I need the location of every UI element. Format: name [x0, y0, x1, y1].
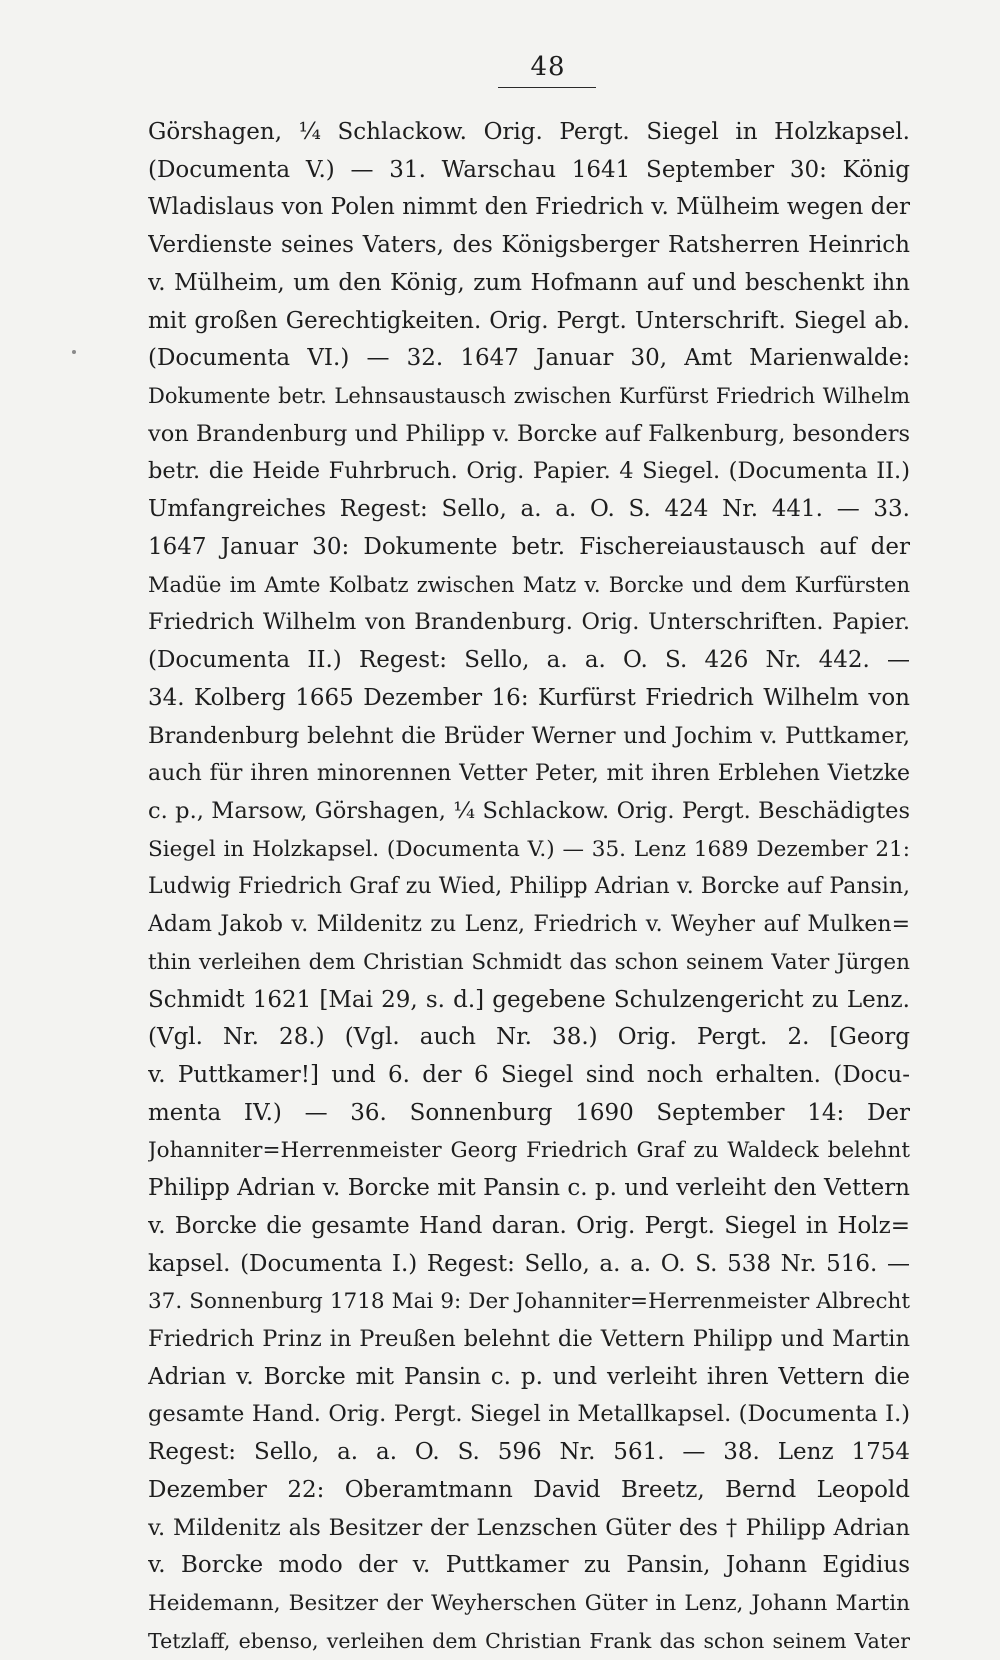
- text-line: Johanniter=Herrenmeister Georg Friedrich Graf zu Waldeck belehnt: [148, 1138, 910, 1164]
- text-line: v. Borcke die gesamte Hand daran. Orig. Pergt. Siegel in Holz=: [148, 1212, 910, 1239]
- text-line: Dezember 22: Oberamtmann David Breetz, Bernd Leopold: [148, 1476, 910, 1503]
- text-line: menta IV.) — 36. Sonnenburg 1690 September 14: Der: [148, 1099, 910, 1126]
- text-line: Friedrich Prinz in Preußen belehnt die Vettern Philipp und Martin: [148, 1326, 910, 1352]
- text-line: kapsel. (Documenta I.) Regest: Sello, a. a. O. S. 538 Nr. 516. —: [148, 1250, 910, 1277]
- text-line: Regest: Sello, a. a. O. S. 596 Nr. 561. — 38. Lenz 1754: [148, 1439, 910, 1466]
- margin-mark: [72, 350, 76, 354]
- page-number: 48: [530, 52, 566, 82]
- text-line: Wladislaus von Polen nimmt den Friedrich v. Mülheim wegen der: [148, 194, 910, 221]
- text-line: v. Mildenitz als Besitzer der Lenzschen Güter des † Philipp Adrian: [148, 1514, 910, 1541]
- text-line: Ludwig Friedrich Graf zu Wied, Philipp Adrian v. Borcke auf Pansin,: [148, 874, 910, 900]
- text-line: auch für ihren minorennen Vetter Peter, mit ihren Erblehen Vietzke: [148, 761, 910, 787]
- text-line: von Brandenburg und Philipp v. Borcke auf Falkenburg, besonders: [148, 420, 910, 447]
- header-rule: [498, 87, 596, 88]
- text-line: Heidemann, Besitzer der Weyherschen Güter in Lenz, Johann Martin: [148, 1591, 910, 1617]
- text-line: Brandenburg belehnt die Brüder Werner und Jochim v. Puttkamer,: [148, 722, 910, 749]
- text-line: (Documenta VI.) — 32. 1647 Januar 30, Amt Marienwalde:: [148, 345, 910, 372]
- text-line: v. Mülheim, um den König, zum Hofmann auf und beschenkt ihn: [148, 269, 910, 296]
- text-line: Siegel in Holzkapsel. (Documenta V.) — 35. Lenz 1689 Dezember 21:: [148, 836, 910, 862]
- text-line: gesamte Hand. Orig. Pergt. Siegel in Metallkapsel. (Documenta I.): [148, 1401, 910, 1428]
- body-text: [148, 114, 910, 1660]
- text-line: Tetzlaff, ebenso, verleihen dem Christian Frank das schon seinem Vater: [148, 1628, 910, 1653]
- text-line: c. p., Marsow, Görshagen, ¼ Schlackow. Orig. Pergt. Beschädigtes: [148, 797, 910, 824]
- text-line: Görshagen, ¼ Schlackow. Orig. Pergt. Siegel in Holzkapsel.: [148, 119, 910, 145]
- text-line: Madüe im Amte Kolbatz zwischen Matz v. Borcke und dem Kurfürsten: [148, 572, 910, 597]
- text-line: (Documenta V.) — 31. Warschau 1641 September 30: König: [148, 156, 910, 183]
- text-line: thin verleihen dem Christian Schmidt das schon seinem Vater Jürgen: [148, 949, 910, 975]
- text-line: 34. Kolberg 1665 Dezember 16: Kurfürst Friedrich Wilhelm von: [148, 684, 910, 711]
- text-line: Adrian v. Borcke mit Pansin c. p. und verleiht ihren Vettern die: [148, 1363, 910, 1390]
- text-line: mit großen Gerechtigkeiten. Orig. Pergt. Unterschrift. Siegel ab.: [148, 307, 910, 334]
- text-line: betr. die Heide Fuhrbruch. Orig. Papier. 4 Siegel. (Documenta II.): [148, 458, 910, 485]
- text-line: v. Borcke modo der v. Puttkamer zu Pansin, Johann Egidius: [148, 1552, 910, 1579]
- text-line: v. Puttkamer!] und 6. der 6 Siegel sind noch erhalten. (Docu-: [148, 1061, 910, 1088]
- text-line: Friedrich Wilhelm von Brandenburg. Orig. Unterschriften. Papier.: [148, 609, 910, 636]
- text-line: Philipp Adrian v. Borcke mit Pansin c. p. und verleiht den Vettern: [148, 1175, 910, 1202]
- text-line: 1647 Januar 30: Dokumente betr. Fischereiaustausch auf der: [148, 533, 910, 560]
- text-line: Dokumente betr. Lehnsaustausch zwischen Kurfürst Friedrich Wilhelm: [148, 384, 910, 409]
- text-line: Umfangreiches Regest: Sello, a. a. O. S. 424 Nr. 441. — 33.: [148, 496, 910, 523]
- text-line: 37. Sonnenburg 1718 Mai 9: Der Johanniter=Herrenmeister Albrecht: [148, 1289, 910, 1315]
- text-line: Adam Jakob v. Mildenitz zu Lenz, Friedrich v. Weyher auf Mulken=: [148, 912, 910, 938]
- text-line: (Documenta II.) Regest: Sello, a. a. O. S. 426 Nr. 442. —: [148, 647, 910, 674]
- text-line: Schmidt 1621 [Mai 29, s. d.] gegebene Schulzengericht zu Lenz.: [148, 986, 910, 1013]
- text-line: Verdienste seines Vaters, des Königsberger Ratsherren Heinrich: [148, 232, 910, 259]
- text-line: (Vgl. Nr. 28.) (Vgl. auch Nr. 38.) Orig. Pergt. 2. [Georg: [148, 1024, 910, 1051]
